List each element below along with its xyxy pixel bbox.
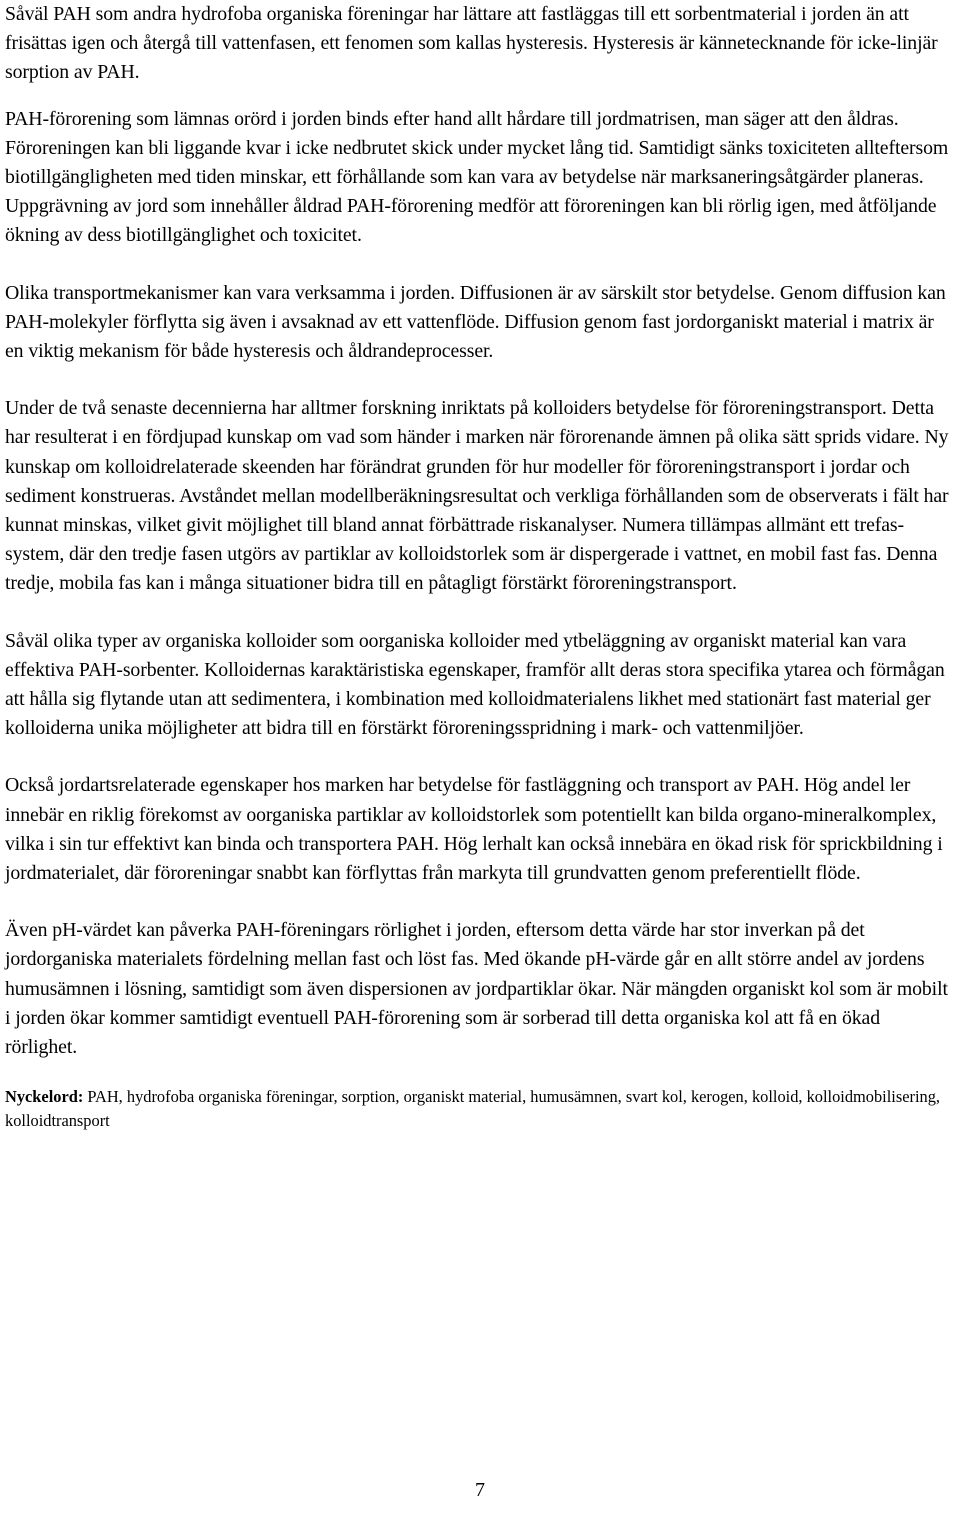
paragraph-hysteresis: Såväl PAH som andra hydrofoba organiska föreningar har lättare att fastläggas till ett sorbentmaterial i jorden än att frisättas igen och återgå till vattenfasen, ett fenomen som kallas hysteresis. Hysteresis är kännetecknande för icke-linjär sorption av PAH. — [5, 3, 938, 84]
paragraph-aging: PAH-förorening som lämnas orörd i jorden binds efter hand allt hårdare till jordmatrisen, man säger att den åldras. Föroreningen kan bli liggande kvar i icke nedbrutet skick under mycket lång tid. Samtidigt sänks toxiciteten allteftersom biotillgängligheten med tiden minskar, ett förhållande som kan vara av betydelse när marksaneringsåtgärder planeras. Uppgrävning av jord som innehåller åldrad PAH-förorening medför att föroreningen kan bli rörlig igen, med åtföljande ökning av dess biotillgänglighet och toxicitet. — [5, 107, 949, 247]
paragraph-ph-value: Även pH-värdet kan påverka PAH-föreningars rörlighet i jorden, eftersom detta värde har stor inverkan på det jordorganiska materialets fördelning mellan fast och löst fas. Med ökande pH-värde går en allt större andel av jordens humusämnen i lösning, samtidigt som även dispersionen av jordpartiklar ökar. När mängden organiskt kol som är mobilt i jorden ökar kommer samtidigt eventuell PAH-förorening som är sorberad till detta organiska kol att få en ökad rörlighet. — [5, 919, 948, 1059]
keywords-text: PAH, hydrofoba organiska föreningar, sorption, organiskt material, humusämnen, svart kol, kerogen, kolloid, kolloidmobilisering, kolloidtransport — [5, 1087, 940, 1130]
page-number: 7 — [475, 1479, 485, 1501]
document-page — [5, 0, 955, 1132]
paragraph-colloid-sorbents: Såväl olika typer av organiska kolloider som oorganiska kolloider med ytbeläggning av organiskt material kan vara effektiva PAH-sorbenter. Kolloidernas karaktäristiska egenskaper, framför allt deras stora specifika ytarea och förmågan att hålla sig flytande utan att sedimentera, i kombination med kolloidmaterialens likhet med stationärt fast material ger kolloiderna unika möjligheter att bidra till en förstärkt föroreningsspridning i mark- och vattenmiljöer. — [5, 629, 945, 740]
paragraph-colloid-research: Under de två senaste decennierna har alltmer forskning inriktats på kolloiders betydelse för föroreningstransport. Detta har resulterat i en fördjupad kunskap om vad som händer i marken när förorenande ämnen på olika sätt sprids vidare. Ny kunskap om kolloidrelaterade skeenden har förändrat grunden för hur modeller för föroreningstransport i jordar och sediment konstrueras. Avståndet mellan modellberäkningsresultat och verkliga förhållanden som de observerats i fält har kunnat minskas, vilket givit möjlighet till bland annat förbättrade riskanalyser. Numera tillämpas allmänt ett trefas-system, där den tredje fasen utgörs av partiklar av kolloidstorlek som är dispergerade i vattnet, en mobil fast fas. Denna tredje, mobila fas kan i många situationer bidra till en påtagligt förstärkt föroreningstransport. — [5, 397, 949, 595]
keywords — [5, 1085, 955, 1132]
paragraph-transport-mechanisms: Olika transportmekanismer kan vara verksamma i jorden. Diffusionen är av särskilt stor betydelse. Genom diffusion kan PAH-molekyler förflytta sig även i avsaknad av ett vattenflöde. Diffusion genom fast jordorganiskt material i matrix är en viktig mekanism för både hysteresis och åldrandeprocesser. — [5, 281, 946, 363]
keywords-label: Nyckelord: — [5, 1087, 84, 1107]
paragraph-soil-properties: Också jordartsrelaterade egenskaper hos marken har betydelse för fastläggning och transport av PAH. Hög andel ler innebär en riklig förekomst av oorganiska partiklar av kolloidstorlek som potentiellt kan bilda organo-mineralkomplex, vilka i sin tur effektivt kan binda och transportera PAH. Hög lerhalt kan också innebära en ökad risk för sprickbildning i jordmaterialet, där föroreningar snabbt kan förflyttas från markyta till grundvatten genom preferentiellt flöde. — [5, 774, 943, 885]
